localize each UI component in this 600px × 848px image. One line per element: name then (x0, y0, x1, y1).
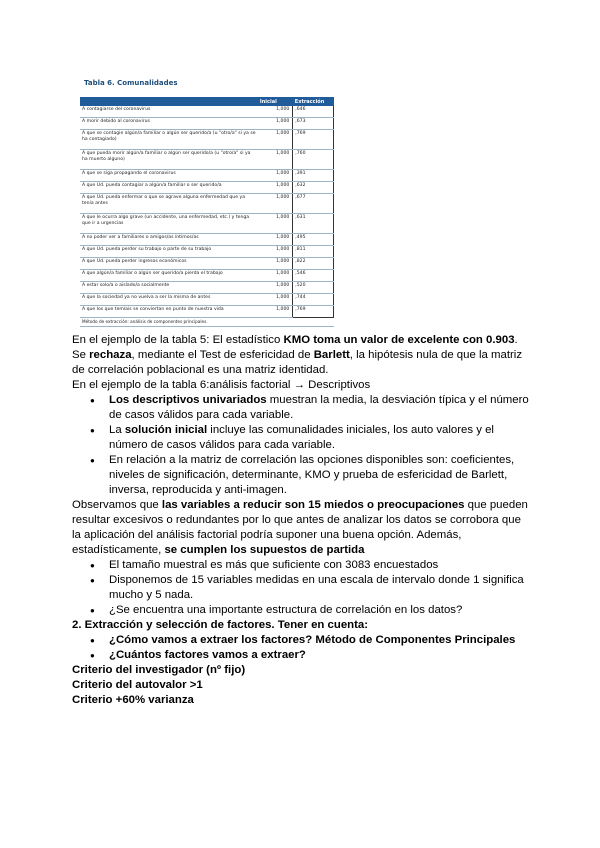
row-extraccion: ,546 (293, 270, 334, 282)
row-extraccion: ,822 (293, 258, 334, 270)
text-run: que pueden resultar excesivos o redundantes por lo que antes de analizar los datos se corrobora que la aplicación del análisis factorial podría suponer una buena opción. Además, estadísticamente, (72, 499, 528, 556)
text-run: Observamos que (72, 499, 162, 511)
header-variable (80, 97, 258, 106)
list-item (72, 423, 532, 453)
row-inicial: 1,000 (258, 294, 293, 306)
row-inicial: 1,000 (258, 194, 293, 214)
text-run-bold: KMO toma un valor de excelente con 0.903 (283, 334, 515, 346)
row-extraccion: ,673 (293, 118, 334, 130)
row-extraccion: ,646 (293, 106, 334, 118)
table-row (80, 106, 334, 118)
row-label: A que la sociedad ya no vuelva a ser la misma de antes (80, 294, 258, 306)
row-label: A no poder ver a familiares o amigos/as íntimos/as (80, 234, 258, 246)
text-run: muestran la media, la desviación típica y el número de casos válidos para cada variable. (109, 394, 529, 421)
bullet-list-descriptivos (72, 393, 532, 498)
row-label: A que se siga propagando el coronavirus (80, 170, 258, 182)
row-inicial: 1,000 (258, 182, 293, 194)
row-extraccion: ,631 (293, 214, 334, 234)
table-row (80, 150, 334, 170)
header-extraccion: Extracción (293, 97, 334, 106)
row-inicial: 1,000 (258, 106, 293, 118)
list-item: ● Disponemos de 15 variables medidas en una escala de intervalo donde 1 significa mucho y 5 nada. (72, 573, 532, 603)
row-extraccion: ,744 (293, 294, 334, 306)
text-run: incluye las comunalidades iniciales, los auto valores y el número de casos válidos para cada variable. (109, 424, 494, 451)
table-row (80, 130, 334, 150)
text-run: . Se (72, 334, 518, 361)
paragraph-variables (72, 498, 532, 558)
header-inicial: Inicial (258, 97, 293, 106)
text-run: En el ejemplo de la tabla 5: El estadístico (72, 334, 284, 346)
table-row (80, 214, 334, 234)
text-run-bold: las variables a reducir son 15 miedos o preocupaciones (161, 499, 465, 511)
row-extraccion: ,677 (293, 194, 334, 214)
table-row (80, 306, 334, 318)
text-run-bold: Los descriptivos univariados (109, 394, 267, 406)
row-label: A que le ocurra algo grave (un accidente, una enfermedad, etc.) y tenga que ir a urgencias (80, 214, 258, 234)
bullet-list-supuestos (72, 558, 532, 618)
row-label: A contagiarse del coronavirus (80, 106, 258, 118)
row-extraccion: ,632 (293, 182, 334, 194)
row-inicial: 1,000 (258, 282, 293, 294)
row-inicial: 1,000 (258, 150, 293, 170)
row-label: A estar solo/a o aislado/a socialmente (80, 282, 258, 294)
row-label: A que Ud. pueda contagiar a algún/a familiar o ser querido/a (80, 182, 258, 194)
row-label: A que Ud. pueda perder ingresos económicos (80, 258, 258, 270)
row-inicial: 1,000 (258, 246, 293, 258)
criterio-investigador: Criterio del investigador (nº fijo) (72, 664, 246, 676)
table-row (80, 282, 334, 294)
text-run-bold: Barlett (313, 349, 350, 361)
table-row (80, 118, 334, 130)
list-item: ● El tamaño muestral es más que suficiente con 3083 encuestados (72, 558, 532, 573)
row-inicial: 1,000 (258, 214, 293, 234)
text-run-bold: se cumplen los supuestos de partida (164, 544, 365, 556)
criterio-autovalor: Criterio del autovalor >1 (72, 679, 203, 691)
text-run: , la hipótesis nula de que la matriz de correlación poblacional es una matriz identidad. (72, 349, 523, 376)
row-extraccion: ,769 (293, 130, 334, 150)
row-label: A que algún/a familiar o algún ser querido/a pierda el trabajo (80, 270, 258, 282)
text-run-bold: rechaza (89, 349, 132, 361)
row-inicial: 1,000 (258, 130, 293, 150)
table-row (80, 234, 334, 246)
criterio-varianza: Criterio +60% varianza (72, 694, 194, 706)
table-title: Tabla 6. Comunalidades (84, 79, 178, 87)
list-item: ● ¿Cómo vamos a extraer los factores? Método de Componentes Principales (72, 633, 532, 648)
row-label: A que Ud. pueda perder su trabajo o parte de su trabajo (80, 246, 258, 258)
text-run: , mediante el Test de esfericidad de (131, 349, 314, 361)
row-label: A que los que temíais se conviertan en punto de nuestra vida (80, 306, 258, 318)
table-row (80, 194, 334, 214)
table-row (80, 170, 334, 182)
row-label: A que pueda morir algún/a familiar o algún ser querido/a (u "otro/a" si ya ha muerto alguno) (80, 150, 258, 170)
row-label: A morir debido al coronavirus (80, 118, 258, 130)
row-extraccion: ,520 (293, 282, 334, 294)
bullet-list-extraccion (72, 633, 532, 663)
list-item (72, 393, 532, 423)
row-inicial: 1,000 (258, 258, 293, 270)
row-inicial: 1,000 (258, 118, 293, 130)
communalities-table (80, 97, 334, 327)
table-row (80, 182, 334, 194)
table-header-row (80, 97, 334, 106)
row-extraccion: ,391 (293, 170, 334, 182)
row-inicial: 1,000 (258, 306, 293, 318)
row-inicial: 1,000 (258, 234, 293, 246)
list-item: ● ¿Cuántos factores vamos a extraer? (72, 648, 532, 663)
list-item: ● En relación a la matriz de correlación las opciones disponibles son: coeficientes, niveles de significación, determinante, KMO y prueba de esfericidad de Barlett, inversa, reproducida y anti-imagen. (72, 453, 532, 498)
paragraph-descriptivos: En el ejemplo de la tabla 6:análisis factorial → Descriptivos (72, 379, 371, 391)
list-item: ● ¿Se encuentra una importante estructura de correlación en los datos? (72, 603, 532, 618)
paragraph-kmo (72, 333, 532, 378)
row-label: A que se contagie algún/a familiar o algún ser querido/a (u "otro/a" si ya se ha contagiado) (80, 130, 258, 150)
row-extraccion: ,811 (293, 246, 334, 258)
row-extraccion: ,760 (293, 150, 334, 170)
row-inicial: 1,000 (258, 170, 293, 182)
section-heading: 2. Extracción y selección de factores. Tener en cuenta: (72, 619, 369, 631)
table-note-row (80, 318, 334, 327)
text-run: La (109, 424, 125, 436)
table-row (80, 270, 334, 282)
row-inicial: 1,000 (258, 270, 293, 282)
row-extraccion: ,769 (293, 306, 334, 318)
table-row (80, 246, 334, 258)
text-run-bold: solución inicial (124, 424, 208, 436)
table-note: Método de extracción: análisis de componentes principales. (80, 318, 334, 327)
table-row (80, 294, 334, 306)
row-extraccion: ,495 (293, 234, 334, 246)
table-row (80, 258, 334, 270)
row-label: A que Ud. pueda enfermar o que se agrave alguna enfermedad que ya tenía antes (80, 194, 258, 214)
body-text (72, 333, 532, 708)
